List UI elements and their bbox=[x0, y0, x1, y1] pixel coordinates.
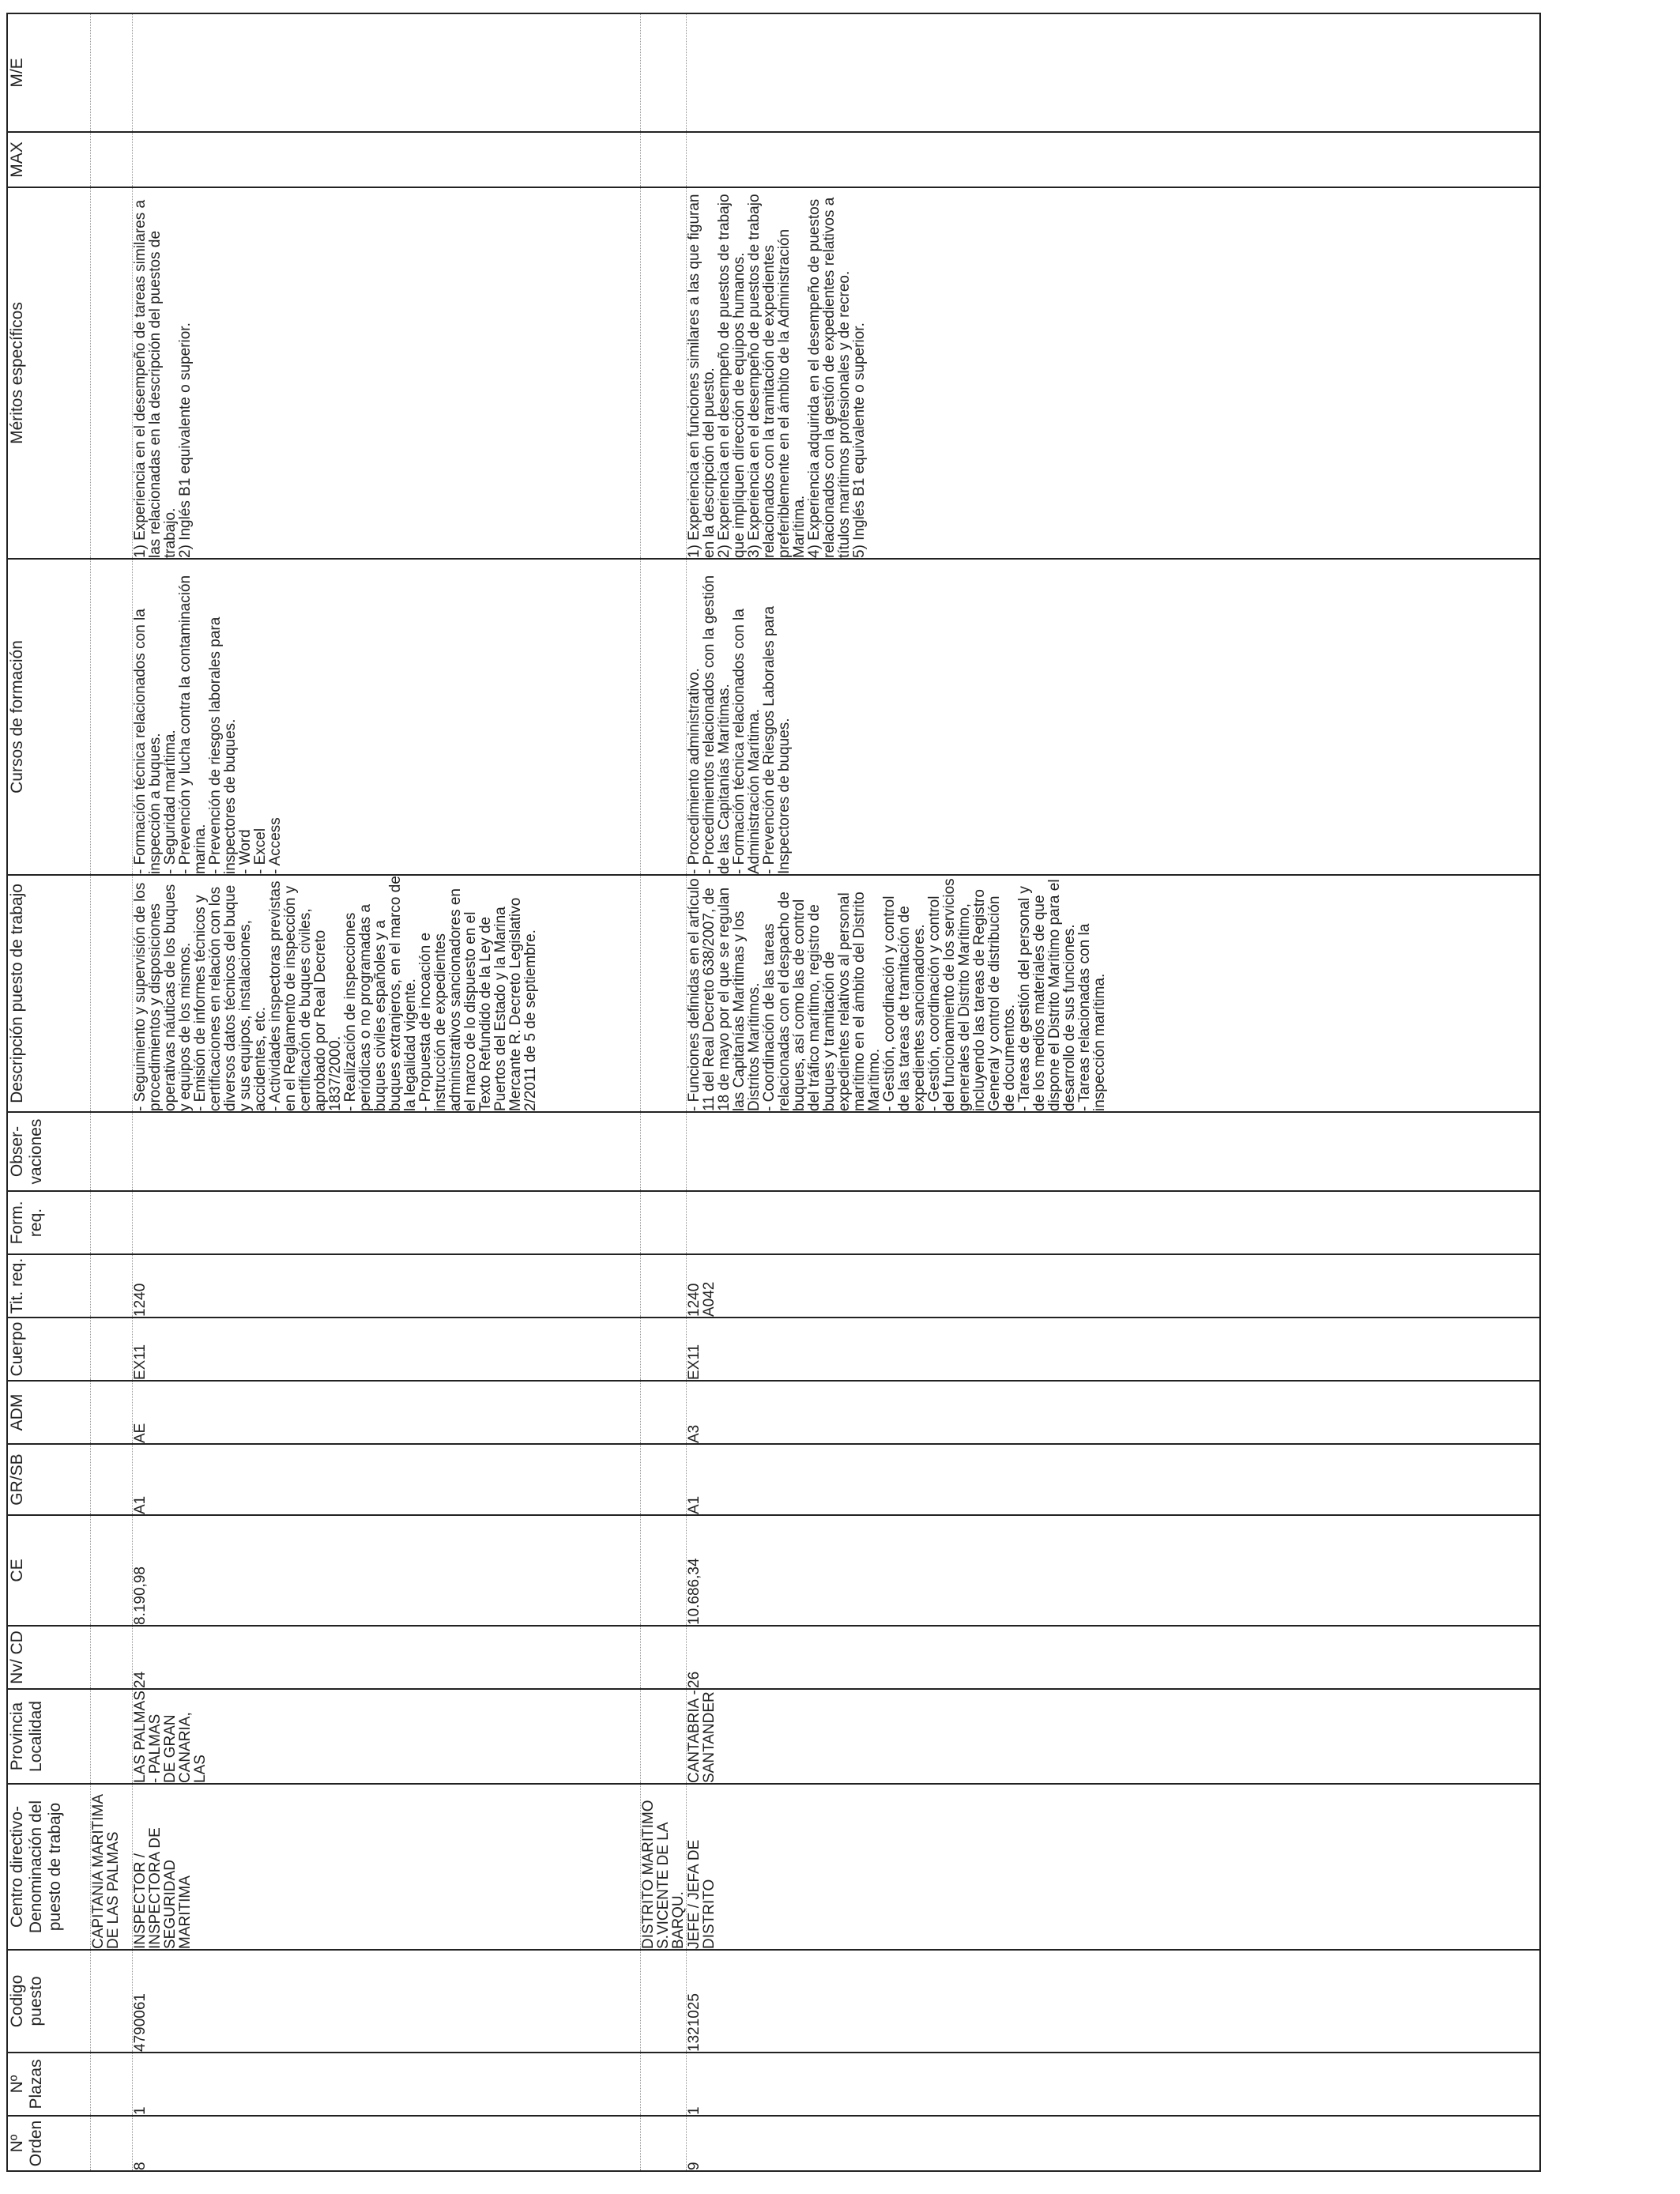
col-header-cursos: Cursos de formación bbox=[7, 559, 91, 875]
descripcion-cell bbox=[687, 875, 1540, 1112]
col-header-max: MAX bbox=[7, 132, 91, 187]
me-cell bbox=[133, 13, 641, 132]
descripcion-cell bbox=[133, 875, 641, 1112]
descripcion-line: - Emisión de informes técnicos y certificaciones en relación con los diversos datos técnicos del buque y sus equipos, instalaciones, accidentes, etc. bbox=[192, 884, 269, 1111]
centro-directivo: CAPITANIA MARITIMA DE LAS PALMAS bbox=[91, 1784, 133, 1950]
col-header-descripcion: Descripción puesto de trabajo bbox=[7, 875, 91, 1112]
descripcion-line: - Funciones definidas en el artículo 11 del Real Decreto 638/2007, de 18 de mayo por el que se regulan las Capitanías Marítimas y los Distritos Marítimos. bbox=[686, 878, 763, 1111]
job-positions-table bbox=[6, 13, 1541, 2172]
col-header-obs: Obser- vaciones bbox=[7, 1112, 91, 1191]
descripcion-line: - Tareas relacionadas con la inspección marítima. bbox=[1076, 923, 1108, 1111]
descripcion-line: - Seguimiento y supervisión de los procedimientos y disposiciones operativas náuticas de los buques y equipos de los mismos. bbox=[132, 882, 194, 1111]
codigo-cell: 1321025 bbox=[687, 1950, 1540, 2053]
col-header-form: Form. req. bbox=[7, 1191, 91, 1254]
grsb-cell: A1 bbox=[687, 1444, 1540, 1515]
cuerpo-cell: EX11 bbox=[687, 1318, 1540, 1381]
header-row bbox=[7, 13, 91, 2171]
col-header-orden: Nº Orden bbox=[7, 2116, 91, 2171]
meritos-cell bbox=[133, 187, 641, 559]
curso-line: - Formación técnica relacionados con la Administración Marítima. bbox=[731, 609, 763, 874]
col-header-me: M/E bbox=[7, 13, 91, 132]
col-header-codigo: Codigo puesto bbox=[7, 1950, 91, 2053]
ce-cell: 8.190,98 bbox=[133, 1515, 641, 1626]
col-header-adm: ADM bbox=[7, 1381, 91, 1444]
merito-line: 2) Experiencia en el desempeño de puestos de trabajo que impliquen dirección de equipos humanos. bbox=[716, 194, 748, 558]
provincia-cell: CANTABRIA - SANTANDER bbox=[687, 1689, 1540, 1784]
nivel-cell: 24 bbox=[133, 1626, 641, 1689]
merito-line: 1) Experiencia en funciones similares a las que figuran en la descripción del puesto. bbox=[686, 194, 718, 558]
col-header-cuerpo: Cuerpo bbox=[7, 1318, 91, 1381]
form-cell bbox=[687, 1191, 1540, 1254]
cursos-cell bbox=[687, 559, 1540, 875]
curso-line: - Excel bbox=[252, 827, 269, 874]
descripcion-line: - Propuesta de incoación e instrucción de expedientes administrativos sancionadores en el marco de lo dispuesto en el Texto Refundido de la Ley de Puertos del Estado y la Marina Mercante R. Decreto Legislativo 2/2011 de 5 de septiembre. bbox=[417, 888, 539, 1111]
table-row bbox=[91, 13, 133, 2171]
tit-cell bbox=[133, 1254, 641, 1318]
adm-cell: A3 bbox=[687, 1381, 1540, 1444]
descripcion-line: - Realización de inspecciones periódicas o no programadas a buques civiles españoles y a buques extranjeros, en el marco de la legalidad vigente. bbox=[342, 876, 419, 1111]
nivel-cell: 26 bbox=[687, 1626, 1540, 1689]
curso-line: - Formación técnica relacionados con la inspección a buques. bbox=[132, 609, 164, 874]
tit-code: A042 bbox=[701, 1281, 718, 1317]
descripcion-line: - Gestión, coordinación y control de las tareas de tramitación de expedientes sancionadores. bbox=[881, 895, 928, 1111]
provincia-cell: LAS PALMAS - PALMAS DE GRAN CANARIA, LAS bbox=[133, 1689, 641, 1784]
centro-directivo: DISTRITO MARITIMO S.VICENTE DE LA BARQU. bbox=[641, 1784, 687, 1950]
table-row bbox=[641, 13, 687, 2171]
orden-cell: 8 bbox=[133, 2116, 641, 2171]
curso-line: - Word bbox=[237, 829, 254, 874]
col-header-tit: Tit. req. bbox=[7, 1254, 91, 1318]
merito-line: 4) Experiencia adquirida en el desempeño de puestos relacionados con la gestión de expedientes relativos a títulos marítimos profesionales y de recreo. bbox=[806, 197, 853, 558]
max-cell bbox=[687, 132, 1540, 187]
merito-line: 1) Experiencia en el desempeño de tareas similares a las relacionadas en la descripción del puestos de trabajo. bbox=[132, 199, 179, 558]
table-row bbox=[687, 13, 1540, 2171]
descripcion-line: - Gestión, coordinación y control del funcionamiento de los servicios generales del Distrito Marítimo, incluyendo las tareas de Registro General y control de distribución de documentos. bbox=[926, 878, 1018, 1111]
curso-line: - Access bbox=[267, 817, 284, 874]
col-header-nivel: Nv/ CD bbox=[7, 1626, 91, 1689]
table-row bbox=[133, 13, 641, 2171]
curso-line: - Prevención de riesgos laborales para inspectores de buques. bbox=[207, 616, 239, 874]
plazas-cell: 1 bbox=[133, 2053, 641, 2116]
merito-line: 2) Inglés B1 equivalente o superior. bbox=[177, 322, 194, 558]
tit-cell bbox=[687, 1254, 1540, 1318]
curso-line: - Seguridad marítima. bbox=[162, 729, 179, 874]
descripcion-line: - Tareas de gestión del personal y de los medios materiales de que dispone el Distrito Marítimo para el desarrollo de sus funciones. bbox=[1016, 879, 1078, 1111]
me-cell bbox=[687, 13, 1540, 132]
denominacion-cell: JEFE / JEFA DE DISTRITO bbox=[687, 1784, 1540, 1950]
orden-cell: 9 bbox=[687, 2116, 1540, 2171]
codigo-cell: 4790061 bbox=[133, 1950, 641, 2053]
col-header-centro: Centro directivo- Denominación del puesto de trabajo bbox=[7, 1784, 91, 1950]
obs-cell bbox=[133, 1112, 641, 1191]
form-cell bbox=[133, 1191, 641, 1254]
tit-code: 1240 bbox=[132, 1283, 149, 1317]
meritos-cell bbox=[687, 187, 1540, 559]
cursos-cell bbox=[133, 559, 641, 875]
col-header-plazas: Nº Plazas bbox=[7, 2053, 91, 2116]
denominacion-cell: INSPECTOR / INSPECTORA DE SEGURIDAD MARITIMA bbox=[133, 1784, 641, 1950]
tit-code: 1240 bbox=[686, 1283, 703, 1317]
descripcion-line: - Actividades inspectoras previstas en el Reglamento de inspección y certificación de buques civiles, aprobado por Real Decreto 1837/2000. bbox=[267, 880, 344, 1111]
ce-cell: 10.686,34 bbox=[687, 1515, 1540, 1626]
adm-cell: AE bbox=[133, 1381, 641, 1444]
col-header-provincia: Provincia Localidad bbox=[7, 1689, 91, 1784]
col-header-grsb: GR/SB bbox=[7, 1444, 91, 1515]
cuerpo-cell: EX11 bbox=[133, 1318, 641, 1381]
col-header-meritos: Méritos específicos bbox=[7, 187, 91, 559]
plazas-cell: 1 bbox=[687, 2053, 1540, 2116]
col-header-ce: CE bbox=[7, 1515, 91, 1626]
merito-line: 5) Inglés B1 equivalente o superior. bbox=[851, 322, 868, 558]
obs-cell bbox=[687, 1112, 1540, 1191]
curso-line: - Prevención y lucha contra la contaminación marina. bbox=[177, 575, 209, 874]
grsb-cell: A1 bbox=[133, 1444, 641, 1515]
curso-line: - Procedimientos relacionados con la gestión de las Capitanías Marítimas. bbox=[701, 575, 733, 874]
descripcion-line: - Coordinación de las tareas relacionadas con el despacho de buques, así como las de control del tráfico marítimo, registro de buques y tramitación de expedientes relativos al personal marítimo en el ámbito del Distrito Marítimo. bbox=[761, 892, 883, 1111]
curso-line: - Procedimiento administrativo. bbox=[686, 668, 703, 874]
merito-line: 3) Experiencia en el desempeño de puestos de trabajo relacionados con la tramitación de expedientes preferiblemente en el ámbito de la Administración Marítima. bbox=[746, 194, 808, 558]
curso-line: - Prevención de Riesgos Laborales para Inspectores de buques. bbox=[761, 605, 793, 874]
max-cell bbox=[133, 132, 641, 187]
